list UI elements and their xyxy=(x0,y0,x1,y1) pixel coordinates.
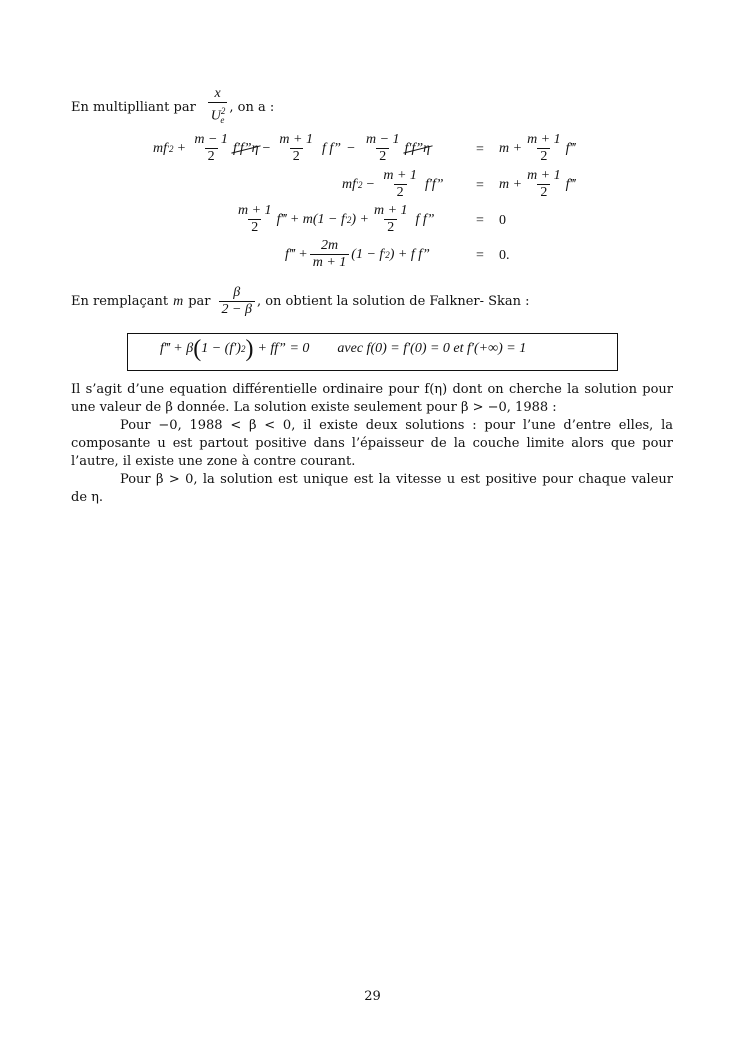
eq4-term-2: (1 − f xyxy=(351,246,384,262)
eq2-term: f′f” xyxy=(424,176,444,192)
intro-line xyxy=(71,86,274,128)
eq4-frac xyxy=(310,238,350,271)
intro-text-after: , on a : xyxy=(229,99,275,115)
eq4-equals: = xyxy=(476,248,484,263)
eq1-frac3-num: m − 1 xyxy=(365,132,400,147)
paragraph-1: Il s’agit d’une equation différentielle ordinaire pour f(η) dont on cherche la solution pour une valeur de β donnée. La solution existe seulement pour β > −0, 1988 : xyxy=(71,382,673,415)
eq3-term-1-end: ) + xyxy=(351,211,369,227)
eq1-rhs-b: f‴ xyxy=(565,140,576,156)
eq1-cancelled-term-1: f′f”η xyxy=(232,140,259,156)
eq3-frac1 xyxy=(235,203,275,236)
beta-num: β xyxy=(233,285,241,300)
eq1-rhs-den: 2 xyxy=(537,148,550,165)
eq1-minus-2: − xyxy=(347,140,355,156)
eq2-rhs-num: m + 1 xyxy=(527,168,561,183)
boundary-conditions: avec f(0) = f′(0) = 0 et f′(+∞) = 1 xyxy=(337,341,527,356)
boxed-inner: 1 − (f′) xyxy=(201,341,241,356)
eq1-rhs-num: m + 1 xyxy=(527,132,561,147)
den-sub: e xyxy=(220,115,225,126)
eq1-frac3 xyxy=(363,132,403,165)
eq2-minus: − xyxy=(366,176,375,192)
eq3-equals: = xyxy=(476,213,484,228)
eq1-rhs-a: m + xyxy=(499,140,523,156)
eq3-rhs: 0 xyxy=(499,213,506,228)
paragraph-2: Pour −0, 1988 < β < 0, il existe deux solutions : pour l’une d’entre elles, la composante u est partout positive dans l’épaisseur de la couche limite alors que pour l’autre, il existe une zone à contre courant. xyxy=(71,418,673,469)
eq1-rhs xyxy=(499,132,575,165)
substitution-line xyxy=(71,285,530,318)
substitution-text: En remplaçant xyxy=(71,294,169,309)
eq2-rhs-a: m + xyxy=(499,176,523,192)
beta-fraction xyxy=(219,285,255,318)
fraction-denominator xyxy=(208,102,228,128)
page-number: 29 xyxy=(364,989,381,1004)
eq3-frac1-den: 2 xyxy=(248,219,261,236)
boxed-part-2: + ff” = 0 xyxy=(257,341,310,356)
eq1-frac2-den: 2 xyxy=(290,148,303,165)
eq1-term-a: mf xyxy=(153,140,167,156)
eq4-term-2-end: ) + f f” xyxy=(389,246,430,262)
eq1-term-2: f f” xyxy=(321,140,342,156)
eq2-rhs-den: 2 xyxy=(537,184,550,201)
eq2-frac xyxy=(380,168,420,201)
den-base: U xyxy=(210,108,221,124)
eq2-term-a: mf xyxy=(342,176,356,192)
falkner-skan-equation xyxy=(160,336,527,362)
eq3-frac2-num: m + 1 xyxy=(373,203,408,218)
eq1-plus: + xyxy=(177,140,186,156)
den-sup: 2 xyxy=(220,106,226,116)
eq2-rhs xyxy=(499,168,575,201)
eq3-sup: ′2 xyxy=(344,214,352,225)
eq3-lhs xyxy=(233,203,435,236)
substitution-text-after: , on obtient la solution de Falkner- Skan : xyxy=(256,294,530,309)
eq1-frac1-num: m − 1 xyxy=(194,132,228,147)
eq1-sup: ′2 xyxy=(167,143,174,154)
eq1-frac2 xyxy=(276,132,316,165)
fraction-numerator: x xyxy=(214,86,221,101)
eq3-frac2 xyxy=(371,203,411,236)
eq2-frac-num: m + 1 xyxy=(383,168,417,183)
eq1-equals: = xyxy=(476,142,484,157)
eq2-sup: ′2 xyxy=(356,179,363,190)
eq4-frac-num: 2m xyxy=(320,238,339,253)
paragraph-3: Pour β > 0, la solution est unique est la vitesse u est positive pour chaque valeur de η. xyxy=(71,472,673,505)
eq2-equals: = xyxy=(476,178,484,193)
eq1-frac3-den: 2 xyxy=(376,148,389,165)
eq3-term-1: f‴ + m(1 − f xyxy=(276,211,345,227)
boxed-sup: 2 xyxy=(240,344,246,354)
boxed-part-1: f‴ + β xyxy=(160,341,194,356)
eq1-frac2-num: m + 1 xyxy=(279,132,313,147)
boxed-paren-open: ( xyxy=(193,336,202,362)
fraction-x-over-ue2 xyxy=(208,86,228,128)
eq2-rhs-frac xyxy=(524,168,564,201)
boxed-paren-close: ) xyxy=(245,336,254,362)
eq1-lhs xyxy=(153,132,430,165)
eq3-frac2-den: 2 xyxy=(384,219,397,236)
eq2-rhs-b: f‴ xyxy=(565,176,576,192)
eq4-sup: ′2 xyxy=(383,249,390,260)
eq3-frac1-num: m + 1 xyxy=(238,203,272,218)
eq1-cancelled-term-2: f′f”η xyxy=(404,140,431,156)
eq4-lhs xyxy=(285,238,430,271)
beta-den: 2 − β xyxy=(219,301,255,318)
eq1-frac1 xyxy=(191,132,231,165)
eq4-rhs: 0. xyxy=(499,248,510,263)
eq4-frac-den: m + 1 xyxy=(310,254,350,271)
intro-text: En multiplliant par xyxy=(71,99,196,115)
eq1-frac1-den: 2 xyxy=(205,148,218,165)
eq2-lhs xyxy=(342,168,444,201)
eq4-term-1: f‴ + xyxy=(285,246,308,262)
eq2-frac-den: 2 xyxy=(394,184,407,201)
eq1-minus-1: − xyxy=(262,140,271,156)
substitution-text-mid: par xyxy=(188,294,211,309)
substitution-var: m xyxy=(173,293,184,309)
eq1-rhs-frac xyxy=(524,132,564,165)
eq3-term-2: f f” xyxy=(415,211,435,227)
